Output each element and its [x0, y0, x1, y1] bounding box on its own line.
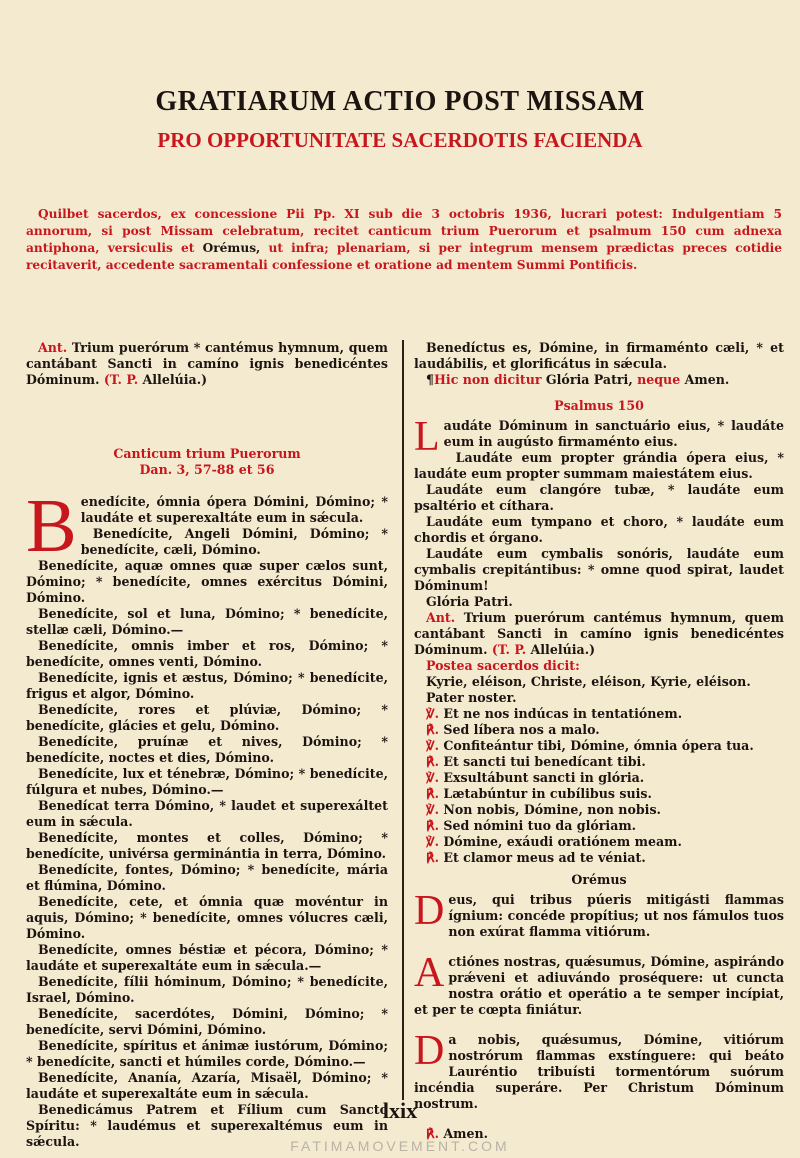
versicle-mark: ℟. [426, 722, 439, 737]
antiphon [26, 340, 388, 388]
versicle-text: Exsultábunt sancti in glória. [439, 770, 645, 785]
canticle-verse: Benedícite, cete, et ómnia quæ movéntur in aquis, Dómino; * benedícite, omnes vólucres cæli, Dómino. [26, 894, 388, 941]
intro-oremus: Orémus, [202, 241, 261, 255]
left-column [26, 340, 388, 1150]
rubric-b: Glória Patri, [541, 372, 633, 387]
rubric-line [414, 372, 784, 388]
versicle-mark: ℟. [426, 850, 439, 865]
versicle-mark: ℟. [426, 754, 439, 769]
versicle-text: Et clamor meus ad te véniat. [439, 850, 646, 865]
versicle-line [414, 738, 784, 754]
canticle-verse: Benedícite, ignis et æstus, Dómino; * benedícite, frigus et algor, Dómino. [26, 670, 388, 701]
amen-text: Amen. [439, 1126, 489, 1141]
versicle-text: Et sancti tui benedícant tibi. [439, 754, 646, 769]
versicle-text: Lætabúntur in cubílibus suis. [439, 786, 652, 801]
ant-label-2: Ant. [426, 610, 456, 625]
ant-tp-2: (T. P. [491, 642, 527, 657]
rubric-c: neque [632, 372, 681, 387]
versicle-mark: ℟. [426, 818, 439, 833]
page-subtitle: PRO OPPORTUNITATE SACERDOTIS FACIENDA [157, 128, 643, 152]
collect-prayer [414, 950, 784, 1018]
versicle-line [414, 770, 784, 786]
psalm-first-verse [414, 414, 784, 460]
versicle-mark: ℣. [426, 770, 439, 785]
prayer-text: eus, qui tribus púeris mitigásti flammas ígnium: concéde propítius; ut nos fámulos tuos non exúrat flamma vitiórum. [448, 892, 784, 939]
versicle-line [414, 802, 784, 818]
prayer-dropcap: A [414, 950, 445, 996]
page-number: lxix [382, 1098, 418, 1123]
ant-alleluia-2: Allelúia.) [526, 642, 596, 657]
versicle-line [414, 706, 784, 722]
versicle-text: Sed nómini tuo da glóriam. [439, 818, 637, 833]
versicle-text: Et ne nos indúcas in tentatiónem. [439, 706, 683, 721]
canticle-verse: Benedicámus Patrem et Fílium cum Sancto Spíritu: * laudémus et superexaltémus eum in sǽcula. [26, 1102, 388, 1149]
canticle-verse: Benedícite, omnis imber et ros, Dómino; * benedícite, omnes venti, Dómino. [26, 638, 388, 669]
versicle-line [414, 818, 784, 834]
psalm-verse: Laudáte eum propter grándia ópera eius, * laudáte eum propter summam maiestátem eius. [414, 450, 784, 481]
intro-part1: Quilbet sacerdos, ex concessione Pii Pp. XI sub die 3 octobris 1936, lucrari potest: Indulgentiam 5 annorum, si post Missam celebratum, recitet canticum trium Puerorum et psalmum 150 cum adnexa antiphona, versiculis et [26, 207, 782, 255]
kyrie: Kyrie, eléison, Christe, eléison, Kyrie, eléison. [426, 674, 751, 689]
first-verse-text: enedícite, ómnia ópera Dómini, Dómino; * laudáte et superexaltáte eum in sǽcula. [80, 494, 388, 525]
canticle-ref: Dan. 3, 57-88 et 56 [139, 462, 275, 477]
canticle-verse: Benedícite, lux et ténebræ, Dómino; * benedícite, fúlgura et nubes, Dómino.— [26, 766, 388, 797]
canticle-verse: Benedícite, omnes béstiæ et pécora, Dómino; * laudáte et superexaltáte eum in sǽcula.— [26, 942, 388, 973]
versicle-line [414, 834, 784, 850]
psalm-first-text: audáte Dóminum in sanctuário eius, * laudáte eum in augústo firmaménto eius. [443, 418, 784, 449]
canticle-verse: Benedícite, aquæ omnes quæ super cælos sunt, Dómino; * benedícite, omnes exércitus Dómini, Dómino. [26, 558, 388, 605]
canticle-verse: Benedícite, sacerdótes, Dómini, Dómino; * benedícite, servi Dómini, Dómino. [26, 1006, 388, 1037]
canticle-verse: Benedícite, montes et colles, Dómino; * benedícite, univérsa germinántia in terra, Dómino. [26, 830, 388, 861]
versicle-line [414, 722, 784, 738]
benedictus-verse: Benedíctus es, Dómine, in firmaménto cæli, * et laudábilis, et glorificátus in sǽcula. [414, 340, 784, 371]
ant-text-2: Trium puerórum cantémus hymnum, quem cantábant Sancti in camíno ignis benedicéntes Dóminum. [414, 610, 784, 657]
rubric-mark: ¶ [426, 372, 435, 387]
versicles [414, 706, 784, 866]
rubric-d: Amen. [680, 372, 730, 387]
oremus-heading: Orémus [571, 872, 627, 887]
versicle-mark: ℣. [426, 706, 439, 721]
column-divider [402, 340, 404, 1100]
collect-prayer [414, 888, 784, 940]
psalm-verses [414, 450, 784, 610]
psalm-verse: Laudáte eum tympano et choro, * laudáte eum chordis et órgano. [414, 514, 784, 545]
psalm-title: Psalmus 150 [554, 398, 644, 413]
canticle-verse: Benedícite, pruínæ et nives, Dómino; * benedícite, noctes et dies, Dómino. [26, 734, 388, 765]
intro-rubric [26, 206, 782, 274]
prayer-dropcap: D [414, 1028, 445, 1074]
page-title: GRATIARUM ACTIO POST MISSAM [155, 86, 645, 117]
dropcap-l: L [414, 414, 440, 460]
watermark: FATIMAMOVEMENT.COM [290, 1138, 510, 1154]
versicle-text: Non nobis, Dómine, non nobis. [439, 802, 661, 817]
versicle-line [414, 786, 784, 802]
canticle-verse: Benedícite, rores et plúviæ, Dómino; * benedícite, glácies et gelu, Dómino. [26, 702, 388, 733]
versicle-text: Confiteántur tibi, Dómine, ómnia ópera tua. [439, 738, 754, 753]
canticle-verse: Benedícite, Angeli Dómini, Dómino; * benedícite, cæli, Dómino. [80, 526, 388, 557]
ant-tp: (T. P. [103, 372, 139, 387]
psalm-verse: Laudáte eum cymbalis sonóris, laudáte eum cymbalis crepitántibus: * omne quod spirat, laudet Dóminum! [414, 546, 784, 593]
versicle-mark: ℣. [426, 738, 439, 753]
canticle-verses [26, 526, 388, 1150]
versicle-mark: ℟. [426, 786, 439, 801]
versicle-text: Dómine, exáudi oratiónem meam. [439, 834, 682, 849]
prayers [414, 888, 784, 1112]
canticle-title: Canticum trium Puerorum [113, 446, 301, 461]
versicle-text: Sed líbera nos a malo. [439, 722, 600, 737]
versicle-mark: ℣. [426, 834, 439, 849]
ant-alleluia: Allelúia.) [138, 372, 208, 387]
versicle-line [414, 754, 784, 770]
versicle-line [414, 850, 784, 866]
canticle-verse: Benedícite, spíritus et ánimæ iustórum, Dómino; * benedícite, sancti et húmiles corde, Dómino.— [26, 1038, 388, 1069]
ant-text: Trium puerórum * cantémus hymnum, quem cantábant Sancti in camíno ignis benedicéntes Dóminum. [26, 340, 388, 387]
amen-mark: ℟. [426, 1126, 439, 1141]
pater-noster: Pater noster. [426, 690, 517, 705]
dropcap-b: B [26, 484, 77, 568]
antiphon-repeat [414, 610, 784, 658]
canticle-verse: Benedícite, fontes, Dómino; * benedícite, mária et flúmina, Dómino. [26, 862, 388, 893]
versicle-mark: ℣. [426, 802, 439, 817]
psalm-verse: Glória Patri. [426, 594, 513, 609]
rubric-a: Hic non dicitur [434, 372, 542, 387]
prayer-text: a nobis, quǽsumus, Dómine, vitiórum nostrórum flammas exstínguere: qui beáto Lauréntio tribuísti tormentórum suórum incéndia superáre. Per Christum Dóminum nostrum. [414, 1032, 784, 1111]
postea-rubric: Postea sacerdos dicit: [426, 658, 580, 673]
canticle-verse: Benedícite, Ananía, Azaría, Misaël, Dómino; * laudáte et superexaltáte eum in sǽcula. [26, 1070, 388, 1101]
canticle-verse: Benedícat terra Dómino, * laudet et superexáltet eum in sǽcula. [26, 798, 388, 829]
intro-part2: ut infra; plenariam, si per integrum mensem prædictas preces cotidie recitaverit, accedente sacramentali confessione et oratione ad mentem Summi Pontificis. [26, 241, 782, 272]
canticle-verse: Benedícite, fílii hóminum, Dómino; * benedícite, Israel, Dómino. [26, 974, 388, 1005]
right-column [414, 340, 784, 1142]
psalm-verse: Laudáte eum clangóre tubæ, * laudáte eum psaltério et cíthara. [414, 482, 784, 513]
canticle-verse: Benedícite, sol et luna, Dómino; * benedícite, stellæ cæli, Dómino.— [26, 606, 388, 637]
ant-label: Ant. [38, 340, 68, 355]
prayer-text: ctiónes nostras, quǽsumus, Dómine, aspirándo prǽveni et adiuvándo proséquere: ut cuncta nostra orátio et operátio a te semper incípiat, et per te cœpta finiátur. [414, 954, 784, 1017]
prayer-dropcap: D [414, 888, 445, 934]
